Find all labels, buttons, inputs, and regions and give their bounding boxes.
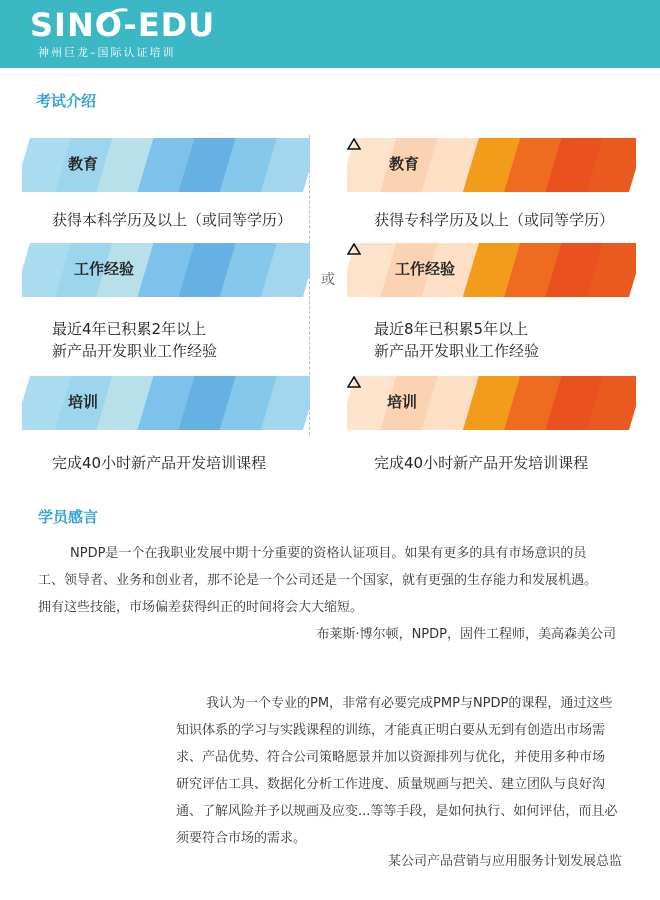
left-training-text: 完成40小时新产品开发培训课程	[52, 454, 267, 472]
left-education-label: 教育	[68, 155, 99, 173]
logo-swoosh-icon	[92, 4, 132, 32]
left-education-text: 获得本科学历及以上（或同等学历）	[52, 211, 293, 229]
right-experience-band	[347, 243, 636, 297]
testimonial-author-1: 布莱斯·博尔顿，NPDP，固件工程师，美高森美公司	[316, 627, 616, 642]
or-label: 或	[321, 272, 335, 288]
left-experience-text: 最近4年已积累2年以上 新产品开发职业工作经验	[52, 320, 218, 360]
left-education-band	[22, 138, 310, 192]
logo: SINO-EDU	[30, 6, 216, 44]
left-training-label: 培训	[68, 393, 99, 411]
right-experience-label: 工作经验	[395, 260, 456, 278]
triangle-outline-icon	[347, 376, 361, 388]
triangle-outline-icon	[347, 138, 361, 150]
testimonial-author-2: 某公司产品营销与应用服务计划发展总监	[387, 854, 622, 869]
blue-stripe-pattern	[22, 138, 310, 192]
right-education-band	[347, 138, 636, 192]
blue-stripe-pattern	[22, 243, 310, 297]
right-training-text: 完成40小时新产品开发培训课程	[374, 454, 589, 472]
right-training-label: 培训	[387, 393, 418, 411]
left-experience-label: 工作经验	[74, 260, 135, 278]
orange-stripe-pattern	[347, 243, 636, 297]
left-training-band	[22, 376, 310, 430]
testimonial-quote-1: NPDP是一个在我职业发展中期十分重要的资格认证项目。如果有更多的具有市场意识的员 工、领导者、业务和创业者，那不论是一个公司还是一个国家，就有更强的生存能力和发展机遇。 拥有这些技能，市场偏差获得纠正的时间将会大大缩短。	[38, 546, 598, 615]
left-experience-band	[22, 243, 310, 297]
blue-stripe-pattern	[22, 376, 310, 430]
right-education-text: 获得专科学历及以上（或同等学历）	[374, 211, 615, 229]
testimonial-quote-2: 我认为一个专业的PM，非常有必要完成PMP与NPDP的课程，通过这些 知识体系的学习与实践课程的训练，才能真正明白要从无到有创造出市场需 求、产品优势、符合公司策略愿景并加以资源排列与优化，并使用多种市场 研究评估工具、数据化分析工作进度、质量规画与把关、建立团队与良好沟 通、了解风险并予以规画及应变...等等手段，是如何执行、如何评估，而且必 须要符合市场的需求。	[176, 696, 618, 846]
right-experience-text: 最近8年已积累5年以上 新产品开发职业工作经验	[374, 320, 540, 360]
right-training-band	[347, 376, 636, 430]
tagline: 神州巨龙–国际认证培训	[38, 46, 176, 59]
section-title-exam-intro: 考试介绍	[36, 92, 97, 110]
right-education-label: 教育	[389, 155, 420, 173]
section-title-testimonials: 学员感言	[38, 508, 99, 526]
header-banner	[0, 0, 660, 68]
triangle-outline-icon	[347, 243, 361, 255]
